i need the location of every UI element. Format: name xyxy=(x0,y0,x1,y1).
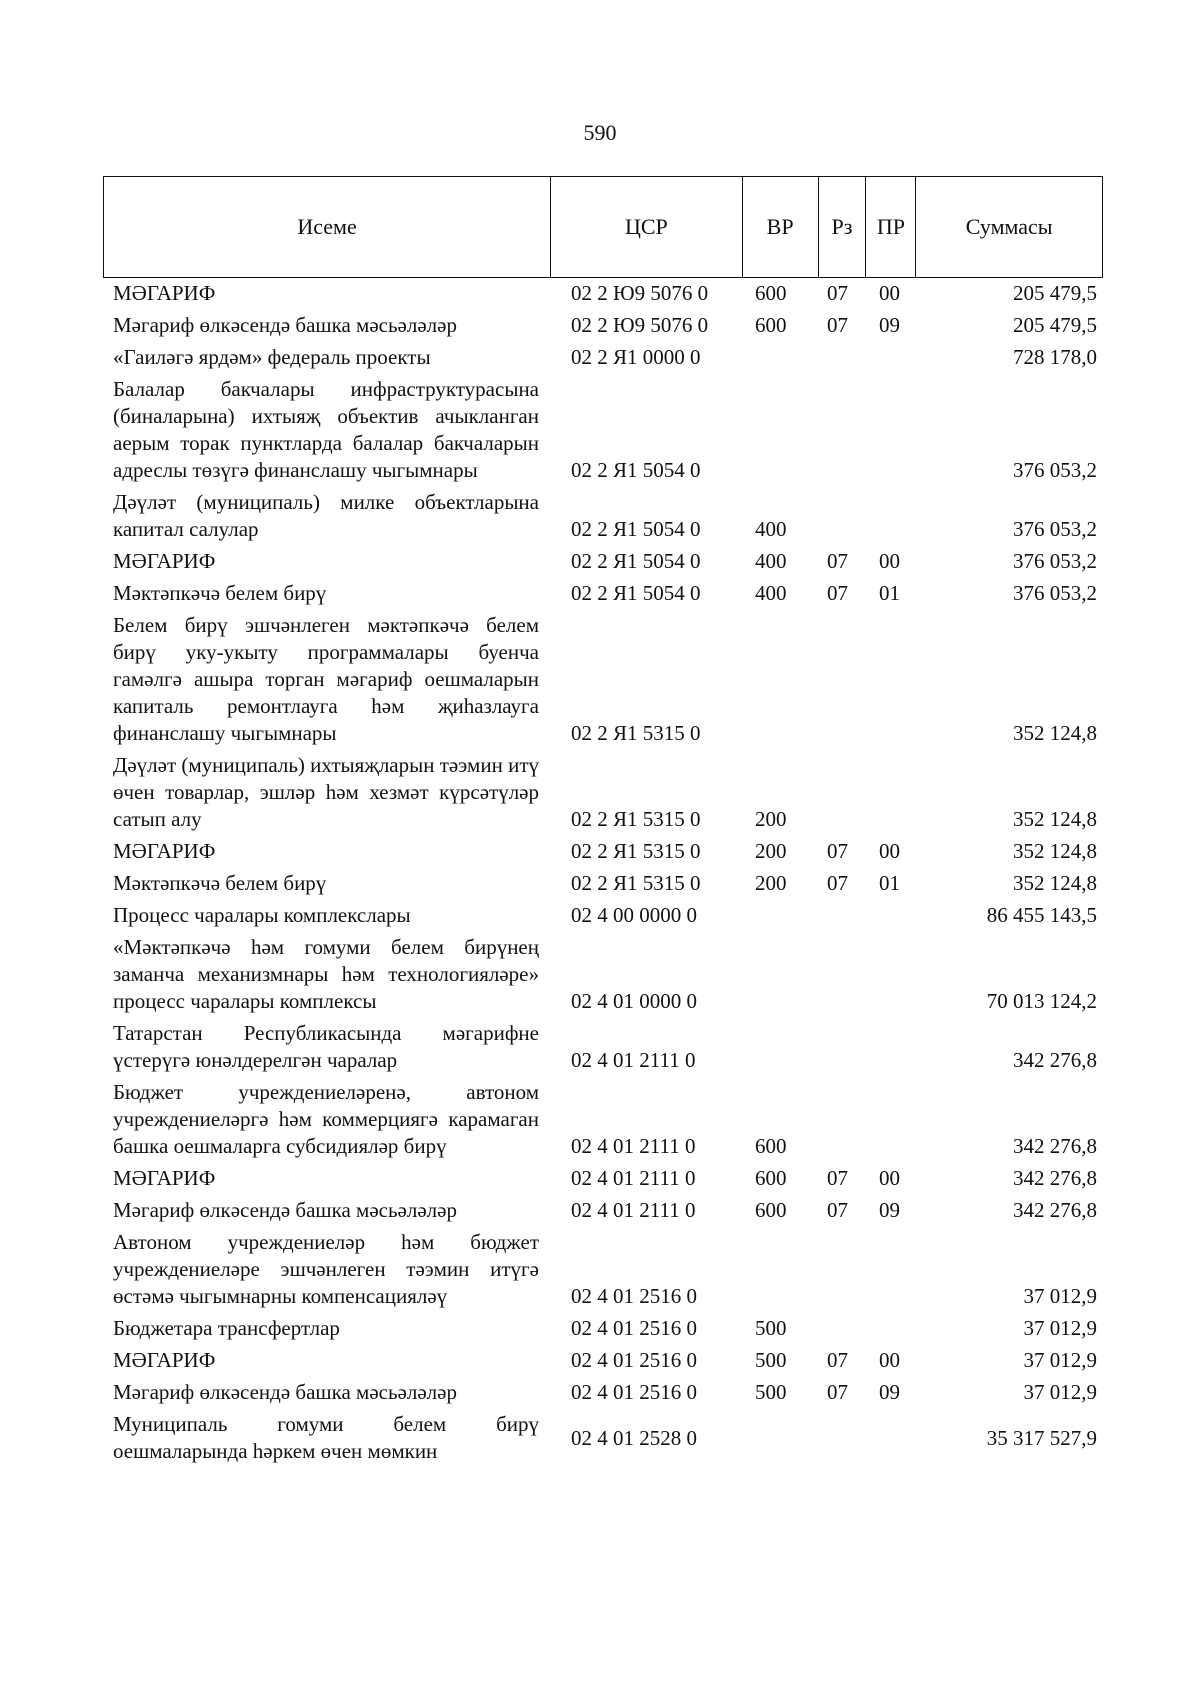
cell-name: Мәктәпкәчә белем бирү xyxy=(113,871,327,895)
cell-name: Бюджет учреждениеләренә, автоном учреждениеләргә һәм коммерциягә карамаган башка оешмаларга субсидияләр бирү xyxy=(113,1080,539,1158)
table-row xyxy=(103,548,1103,575)
table-row xyxy=(103,489,1103,543)
cell-sum: 728 178,0 xyxy=(1013,345,1097,369)
cell-csr: 02 2 Я1 5315 0 xyxy=(571,807,701,831)
cell-name: «Гаиләгә ярдәм» федераль проекты xyxy=(113,345,431,369)
table-row xyxy=(103,1229,1103,1310)
table-body xyxy=(103,280,1103,1470)
cell-name: МӘГАРИФ xyxy=(113,1166,216,1190)
cell-rz: 07 xyxy=(827,1380,848,1404)
cell-csr: 02 2 Я1 5315 0 xyxy=(571,721,701,745)
cell-sum: 37 012,9 xyxy=(1023,1316,1097,1340)
table-row xyxy=(103,1079,1103,1160)
cell-csr: 02 2 Я1 5054 0 xyxy=(571,458,701,482)
header-rz: Рз xyxy=(819,177,867,277)
header-csr: ЦСР xyxy=(551,177,743,277)
cell-name: Муниципаль гомуми белем бирү оешмаларында һәркем өчен мөмкин xyxy=(113,1412,539,1463)
cell-name: МӘГАРИФ xyxy=(113,549,216,573)
cell-sum: 376 053,2 xyxy=(1013,549,1097,573)
cell-rz: 07 xyxy=(827,581,848,605)
cell-rz: 07 xyxy=(827,313,848,337)
cell-sum: 37 012,9 xyxy=(1023,1284,1097,1308)
cell-sum: 37 012,9 xyxy=(1023,1380,1097,1404)
cell-sum: 342 276,8 xyxy=(1013,1198,1097,1222)
table-row xyxy=(103,902,1103,929)
cell-rz: 07 xyxy=(827,871,848,895)
table-row xyxy=(103,752,1103,833)
table-row xyxy=(103,1020,1103,1074)
cell-sum: 352 124,8 xyxy=(1013,871,1097,895)
cell-name: Бюджетара трансфертлар xyxy=(113,1316,340,1340)
cell-csr: 02 4 01 2516 0 xyxy=(571,1348,697,1372)
cell-csr: 02 2 Ю9 5076 0 xyxy=(571,313,709,337)
cell-vr: 500 xyxy=(755,1380,787,1404)
cell-csr: 02 2 Я1 5054 0 xyxy=(571,517,701,541)
cell-pr: 09 xyxy=(879,1380,900,1404)
cell-csr: 02 4 01 2516 0 xyxy=(571,1380,697,1404)
cell-csr: 02 2 Я1 0000 0 xyxy=(571,345,701,369)
cell-rz: 07 xyxy=(827,839,848,863)
cell-csr: 02 2 Я1 5054 0 xyxy=(571,549,701,573)
cell-rz: 07 xyxy=(827,549,848,573)
cell-vr: 600 xyxy=(755,1198,787,1222)
header-vr: ВР xyxy=(743,177,819,277)
cell-csr: 02 4 01 2111 0 xyxy=(571,1134,696,1158)
cell-name: Процесс чаралары комплекслары xyxy=(113,903,411,927)
cell-pr: 00 xyxy=(879,549,900,573)
cell-sum: 376 053,2 xyxy=(1013,458,1097,482)
cell-pr: 09 xyxy=(879,1198,900,1222)
table-row xyxy=(103,1315,1103,1342)
cell-name: Мәктәпкәчә белем бирү xyxy=(113,581,327,605)
cell-rz: 07 xyxy=(827,1198,848,1222)
cell-vr: 400 xyxy=(755,549,787,573)
cell-name: «Мәктәпкәчә һәм гомуми белем бирүнең заманча механизмнары һәм технологияләре» процесс чаралары комплексы xyxy=(113,935,539,1013)
cell-vr: 600 xyxy=(755,313,787,337)
cell-sum: 205 479,5 xyxy=(1013,281,1097,305)
cell-name: Дәүләт (муниципаль) милке объектларына капитал салулар xyxy=(113,490,539,541)
cell-sum: 352 124,8 xyxy=(1013,839,1097,863)
cell-csr: 02 2 Я1 5054 0 xyxy=(571,581,701,605)
cell-name: Дәүләт (муниципаль) ихтыяҗларын тәэмин итү өчен товарлар, эшләр һәм хезмәт күрсәтүләр сатып алу xyxy=(113,753,539,831)
cell-csr: 02 4 01 0000 0 xyxy=(571,989,697,1013)
cell-sum: 342 276,8 xyxy=(1013,1134,1097,1158)
table-row xyxy=(103,838,1103,865)
cell-name: Белем бирү эшчәнлеген мәктәпкәчә белем бирү уку-укыту программалары буенча гамәлгә ашыра торган мәгариф оешмаларын капиталь ремонтлауга һәм җиһазлауга финанслашу чыгымнары xyxy=(113,613,539,745)
cell-csr: 02 2 Я1 5315 0 xyxy=(571,839,701,863)
cell-pr: 01 xyxy=(879,871,900,895)
cell-name: Мәгариф өлкәсендә башка мәсьәләләр xyxy=(113,1198,457,1222)
header-sum: Суммасы xyxy=(965,214,1053,239)
cell-sum: 376 053,2 xyxy=(1013,581,1097,605)
cell-csr: 02 4 01 2516 0 xyxy=(571,1316,697,1340)
cell-csr: 02 2 Ю9 5076 0 xyxy=(571,281,709,305)
cell-rz: 07 xyxy=(827,1166,848,1190)
cell-sum: 37 012,9 xyxy=(1023,1348,1097,1372)
cell-rz: 07 xyxy=(827,281,848,305)
cell-sum: 352 124,8 xyxy=(1013,807,1097,831)
cell-sum: 352 124,8 xyxy=(1013,721,1097,745)
cell-csr: 02 4 00 0000 0 xyxy=(571,903,697,927)
cell-sum: 35 317 527,9 xyxy=(986,1425,1097,1450)
cell-name: МӘГАРИФ xyxy=(113,1348,216,1372)
table-row xyxy=(103,580,1103,607)
cell-name: Автоном учреждениеләр һәм бюджет учреждениеләре эшчәнлеген тәэмин итүгә өстәмә чыгымнарны компенсацияләү xyxy=(113,1230,539,1308)
page-number: 590 xyxy=(583,120,617,145)
cell-sum: 342 276,8 xyxy=(1013,1048,1097,1072)
table-row xyxy=(103,1165,1103,1192)
cell-name: МӘГАРИФ xyxy=(113,281,216,305)
cell-name: Мәгариф өлкәсендә башка мәсьәләләр xyxy=(113,313,457,337)
cell-csr: 02 4 01 2111 0 xyxy=(571,1166,696,1190)
cell-pr: 01 xyxy=(879,581,900,605)
table-row xyxy=(103,934,1103,1015)
table-row xyxy=(103,870,1103,897)
cell-name: Балалар бакчалары инфраструктурасына (биналарына) ихтыяҗ объектив ачыкланган аерым торак пунктларда балалар бакчаларын адреслы төзүгә финанслашу чыгымнары xyxy=(113,377,539,482)
cell-vr: 200 xyxy=(755,807,787,831)
cell-vr: 600 xyxy=(755,281,787,305)
table-row xyxy=(103,1197,1103,1224)
cell-pr: 00 xyxy=(879,1166,900,1190)
cell-pr: 00 xyxy=(879,281,900,305)
cell-vr: 200 xyxy=(755,839,787,863)
cell-vr: 400 xyxy=(755,517,787,541)
table-row xyxy=(103,612,1103,747)
cell-vr: 600 xyxy=(755,1166,787,1190)
cell-pr: 00 xyxy=(879,839,900,863)
table-row xyxy=(103,1347,1103,1374)
cell-csr: 02 4 01 2528 0 xyxy=(571,1425,697,1450)
cell-pr: 09 xyxy=(879,313,900,337)
cell-vr: 200 xyxy=(755,871,787,895)
cell-pr: 00 xyxy=(879,1348,900,1372)
table-row xyxy=(103,312,1103,339)
table-row xyxy=(103,280,1103,307)
cell-csr: 02 4 01 2516 0 xyxy=(571,1284,697,1308)
cell-sum: 86 455 143,5 xyxy=(986,903,1097,927)
header-name: Исеме xyxy=(104,177,551,277)
cell-name: Татарстан Республикасында мәгарифне үстерүгә юнәлдерелгән чаралар xyxy=(113,1021,539,1072)
cell-csr: 02 4 01 2111 0 xyxy=(571,1198,696,1222)
cell-vr: 400 xyxy=(755,581,787,605)
table-row xyxy=(103,1411,1103,1465)
cell-rz: 07 xyxy=(827,1348,848,1372)
table-row xyxy=(103,344,1103,371)
cell-name: Мәгариф өлкәсендә башка мәсьәләләр xyxy=(113,1380,457,1404)
cell-vr: 500 xyxy=(755,1316,787,1340)
cell-csr: 02 2 Я1 5315 0 xyxy=(571,871,701,895)
table-header xyxy=(103,176,1103,278)
table-row xyxy=(103,1379,1103,1406)
cell-vr: 500 xyxy=(755,1348,787,1372)
cell-csr: 02 4 01 2111 0 xyxy=(571,1048,696,1072)
cell-name: МӘГАРИФ xyxy=(113,839,216,863)
cell-vr: 600 xyxy=(755,1134,787,1158)
cell-sum: 376 053,2 xyxy=(1013,517,1097,541)
header-pr: ПР xyxy=(866,177,916,277)
table-row xyxy=(103,376,1103,484)
cell-sum: 342 276,8 xyxy=(1013,1166,1097,1190)
cell-sum: 70 013 124,2 xyxy=(986,989,1097,1013)
cell-sum: 205 479,5 xyxy=(1013,313,1097,337)
